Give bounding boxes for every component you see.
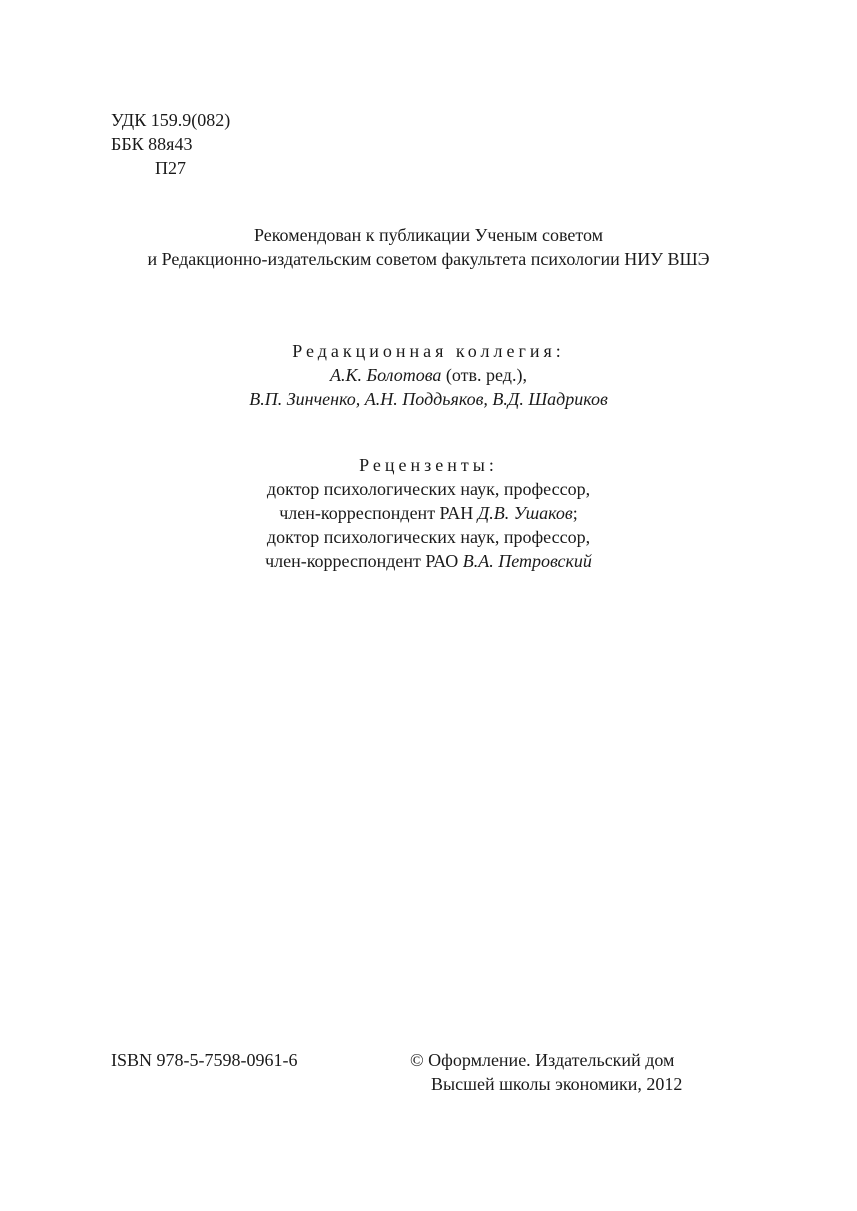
chief-editor-role: (отв. ред.), — [441, 365, 527, 385]
chief-editor-name: А.К. Болотова — [330, 365, 442, 385]
reviewer-1-separator: ; — [572, 503, 578, 523]
reviewer-1-title: член-корреспондент РАН — [279, 503, 478, 523]
reviewers — [0, 453, 857, 573]
reviewers-heading: Рецензенты: — [359, 455, 498, 475]
isbn: ISBN 978-5-7598-0961-6 — [111, 1050, 298, 1070]
reviewer-2 — [0, 549, 857, 573]
chief-editor — [0, 363, 857, 387]
reviewer-1 — [0, 501, 857, 525]
editorial-board-heading: Редакционная коллегия: — [292, 341, 565, 361]
editorial-board — [0, 339, 857, 411]
classification-codes — [111, 108, 230, 180]
udk-code: УДК 159.9(082) — [111, 110, 231, 130]
recommendation-line-1: Рекомендован к публикации Ученым советом — [253, 225, 604, 245]
reviewer-2-degree: доктор психологических наук, профессор, — [266, 527, 591, 547]
copyright-line-2: Высшей школы экономики, 2012 — [431, 1074, 683, 1094]
recommendation-line-2: и Редакционно-издательским советом факультета психологии НИУ ВШЭ — [147, 249, 710, 269]
reviewer-2-name: В.А. Петровский — [462, 551, 592, 571]
publication-recommendation — [0, 223, 857, 271]
author-mark: П27 — [155, 158, 186, 178]
bbk-code: ББК 88я43 — [111, 134, 193, 154]
reviewer-2-title: член-корреспондент РАО — [265, 551, 463, 571]
editorial-board-members: В.П. Зинченко, А.Н. Поддьяков, В.Д. Шадриков — [249, 389, 608, 409]
reviewer-1-degree: доктор психологических наук, профессор, — [266, 479, 591, 499]
copyright-notice — [410, 1048, 682, 1096]
copyright-line-1: © Оформление. Издательский дом — [410, 1050, 675, 1070]
reviewer-1-name: Д.В. Ушаков — [477, 503, 573, 523]
